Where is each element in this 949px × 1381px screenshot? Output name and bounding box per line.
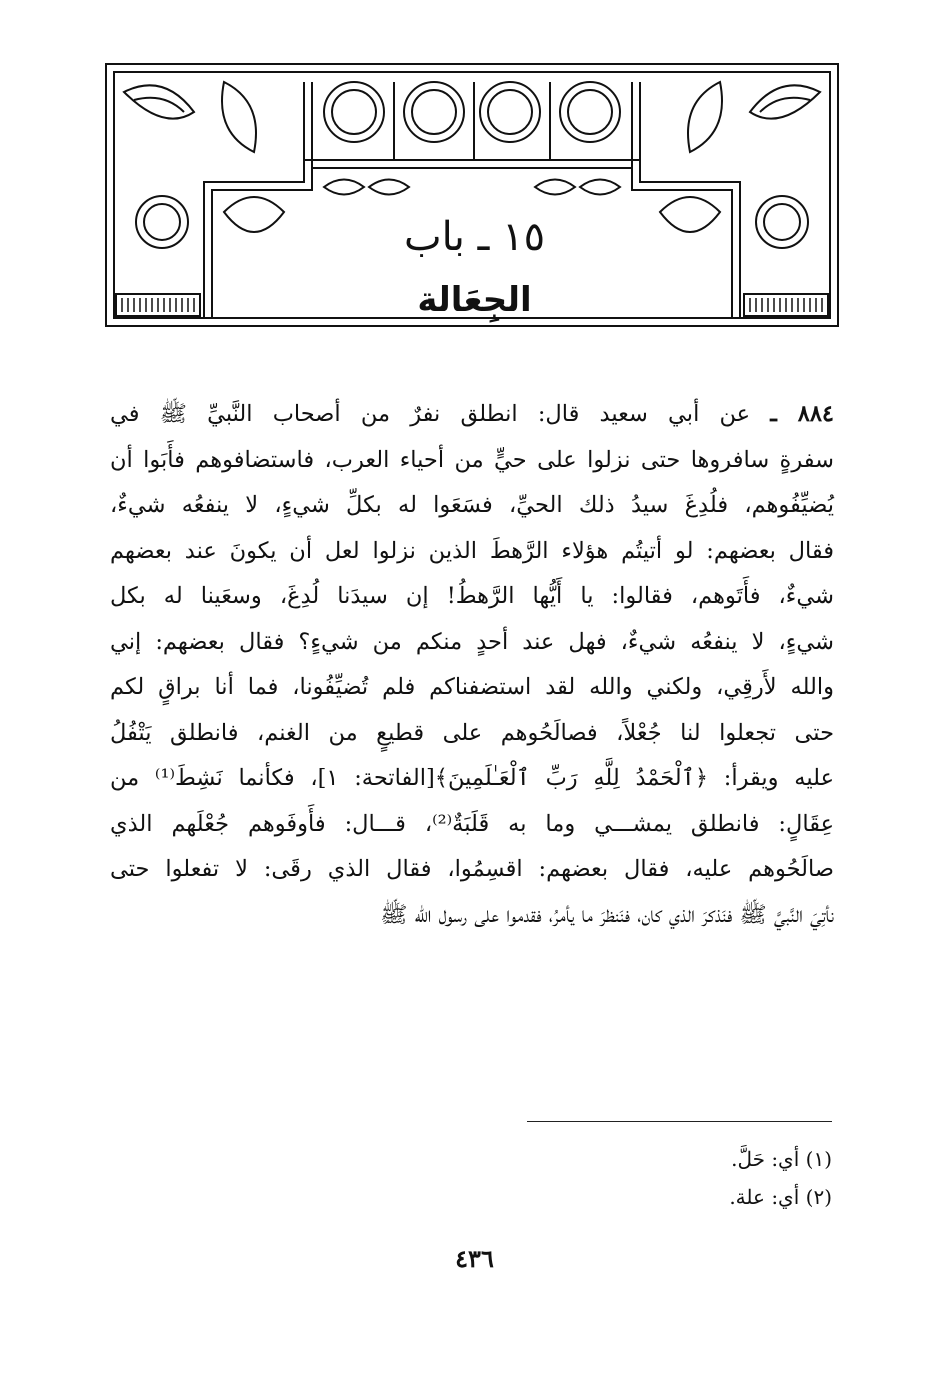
text-line-1: عن أبي سعيد قال: انطلق نفرٌ من أصحاب النَّبيِّ ﷺ في xyxy=(110,401,771,427)
text-line-12: نأتِيَ النَّبيَّ ﷺ فنَذكرَ الذي كان، فنَنظرَ ما يأمرُ، فقدموا على رسول الله ﷺ xyxy=(380,901,834,928)
text-line-2: سفرةٍ سافروها حتى نزلوا على حيٍّ من أحياء العرب، فاستضافوهم فأَبَوا أن xyxy=(110,446,834,473)
hadith-number: ٨٨٤ ـ xyxy=(770,401,834,427)
text-line-3: يُضيِّفُوهم، فلُدِغَ سيدُ ذلك الحيِّ، فسَعَوا له بكلِّ شيءٍ، لا ينفعُه شيءٌ، xyxy=(110,492,834,518)
chapter-number: ١٥ ـ باب xyxy=(403,214,546,260)
chapter-title: الجِعَالة xyxy=(417,280,532,320)
page-number: ٤٣٦ xyxy=(455,1244,494,1273)
text-line-7: والله لأَرقِي، ولكني والله لقد استضفناكم فلم تُضيِّفُونا، فما أنا براقٍ لكم xyxy=(110,674,834,700)
text-line-5: شيءٌ، فأَتَوهم، فقالوا: يا أَيُّها الرَّهطُ! إن سيدَنا لُدِغَ، وسعَينا له بكل xyxy=(110,583,834,609)
hadith-text xyxy=(110,392,834,938)
footnote-2: (٢) أي: علة. xyxy=(729,1185,832,1209)
text-line-11: صالَحُوهم عليه، فقال بعضهم: اقسِمُوا، فقال الذي رقَى: لا تفعلوا حتى xyxy=(110,856,834,882)
footnotes xyxy=(520,1140,832,1216)
text-line-4: فقال بعضهم: لو أتيتُم هؤلاء الرَّهطَ الذين نزلوا لعل أن يكونَ عند بعضهم xyxy=(110,537,834,564)
footnote-divider xyxy=(527,1121,832,1122)
text-line-10: عِقَالٍ: فانطلق يمشـــي وما به قَلَبَةٌ⁽²⁾، قـــال: فأَوفَوهم جُعْلَهم الذي xyxy=(110,810,835,837)
text-line-9: عليه ويقرأ: ﴿ٱلْحَمْدُ لِلَّهِ رَبِّ ٱلْعَـٰلَمِينَ﴾[الفاتحة: ١]، فكأنما نَشِطَ⁽¹⁾ من xyxy=(110,765,834,791)
footnote-1: (١) أي: حَلَّ. xyxy=(731,1147,832,1171)
text-line-6: شيءٍ، لا ينفعُه شيءٌ، فهل عند أحدٍ منكم من شيءٍ؟ فقال بعضهم: إني xyxy=(110,628,834,655)
text-line-8: حتى تجعلوا لنا جُعْلاً، فصالَحُوهم على قطيعٍ من الغنم، فانطلق يَتْفُلُ xyxy=(110,719,834,746)
text-line xyxy=(110,392,834,438)
